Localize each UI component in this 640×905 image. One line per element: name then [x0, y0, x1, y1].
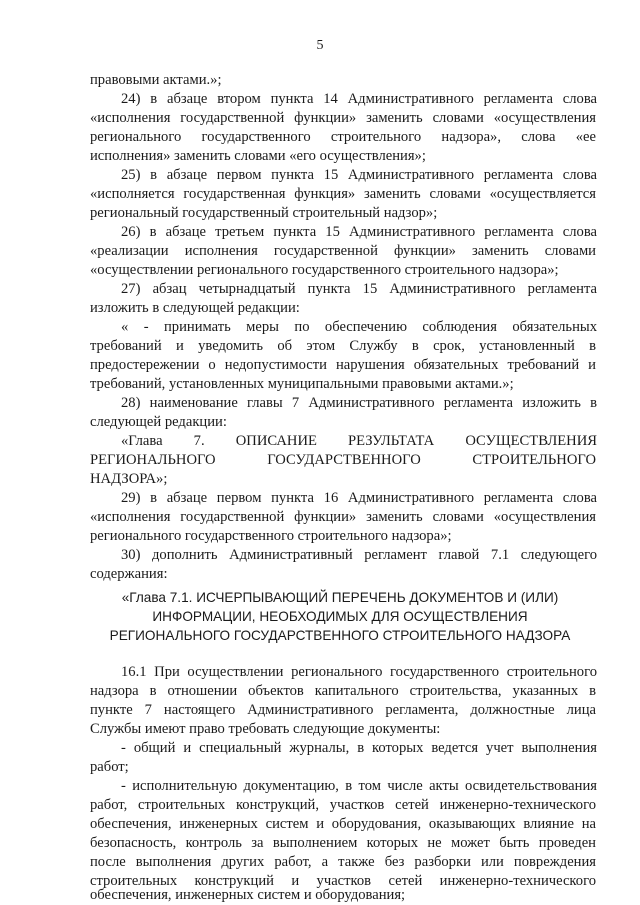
text-line: Службы имеют право требовать следующие документы:: [90, 721, 441, 737]
text-line: «исполнения государственной функции» заменить словами «осуществления: [90, 509, 596, 525]
text-line: надзора в отношении объектов капитального строительства, указанных в: [90, 683, 596, 699]
text-line: регионального государственного строительного надзора», слова «ее: [90, 129, 596, 145]
chapter-heading: ИНФОРМАЦИИ, НЕОБХОДИМЫХ ДЛЯ ОСУЩЕСТВЛЕНИЯ: [152, 609, 528, 624]
text-line: содержания:: [90, 566, 168, 582]
text-line: работ, строительных конструкций, участков сетей инженерно-технического: [90, 797, 596, 813]
text-line: «исполнения государственной функции» заменить словами «осуществления: [90, 110, 596, 126]
text-line: - общий и специальный журналы, в которых ведется учет выполнения: [121, 740, 597, 756]
text-line: пункте 7 настоящего Административного регламента, должностные лица: [90, 702, 596, 718]
text-line: «осуществлении регионального государственного строительного надзора»;: [90, 262, 559, 278]
text-line: строительных конструкций и участков сетей инженерно-технического: [90, 873, 596, 889]
text-line: « - принимать меры по обеспечению соблюдения обязательных: [121, 319, 597, 335]
text-line: 24) в абзаце втором пункта 14 Административного регламента слова: [121, 91, 597, 107]
text-line: 25) в абзаце первом пункта 15 Административного регламента слова: [121, 167, 597, 183]
text-line: обеспечения, инженерных систем и оборудования;: [90, 887, 406, 903]
text-line: 30) дополнить Административный регламент главой 7.1 следующего: [121, 547, 597, 563]
text-line: обеспечения, инженерных систем и оборудования, оказывающих влияние на: [90, 816, 596, 832]
text-line: «исполняется государственная функция» заменить словами «осуществляется: [90, 186, 596, 202]
text-line: после выполнения других работ, а также без разборки или повреждения: [90, 854, 596, 870]
text-line: регионального государственного строительного надзора»;: [90, 528, 452, 544]
text-line: 26) в абзаце третьем пункта 15 Административного регламента слова: [121, 224, 597, 240]
text-line: требований и уведомить об этом Службу в срок, установленный в: [90, 338, 596, 354]
text-line: безопасность, контроль за выполнением которых не может быть проведен: [90, 835, 596, 851]
text-line: 16.1 При осуществлении регионального государственного строительного: [121, 664, 597, 680]
text-line: 27) абзац четырнадцатый пункта 15 Административного регламента: [121, 281, 597, 297]
text-line: 28) наименование главы 7 Административного регламента изложить в: [121, 395, 597, 411]
text-line: «реализации исполнения государственной функции» заменить словами: [90, 243, 596, 259]
text-line: работ;: [90, 759, 129, 775]
text-line: предостережении о недопустимости нарушения обязательных требований и: [90, 357, 596, 373]
text-line: РЕГИОНАЛЬНОГО ГОСУДАРСТВЕННОГО СТРОИТЕЛЬНОГО: [90, 452, 596, 468]
text-line: изложить в следующей редакции:: [90, 300, 300, 316]
chapter-heading: РЕГИОНАЛЬНОГО ГОСУДАРСТВЕННОГО СТРОИТЕЛЬНОГО НАДЗОРА: [109, 628, 571, 643]
text-line: - исполнительную документацию, в том числе акты освидетельствования: [121, 778, 597, 794]
text-line: региональный государственный строительный надзор»;: [90, 205, 438, 221]
chapter-heading: «Глава 7.1. ИСЧЕРПЫВАЮЩИЙ ПЕРЕЧЕНЬ ДОКУМЕНТОВ И (ИЛИ): [121, 590, 559, 605]
text-line: 29) в абзаце первом пункта 16 Административного регламента слова: [121, 490, 597, 506]
text-line: исполнения» заменить словами «его осуществления»;: [90, 148, 426, 164]
page-number: 5: [316, 38, 324, 53]
text-line: НАДЗОРА»;: [90, 471, 168, 487]
text-line: требований, установленных муниципальными правовыми актами.»;: [90, 376, 514, 392]
text-line: правовыми актами.»;: [90, 72, 222, 88]
text-line: «Глава 7. ОПИСАНИЕ РЕЗУЛЬТАТА ОСУЩЕСТВЛЕНИЯ: [121, 433, 597, 449]
text-line: следующей редакции:: [90, 414, 227, 430]
